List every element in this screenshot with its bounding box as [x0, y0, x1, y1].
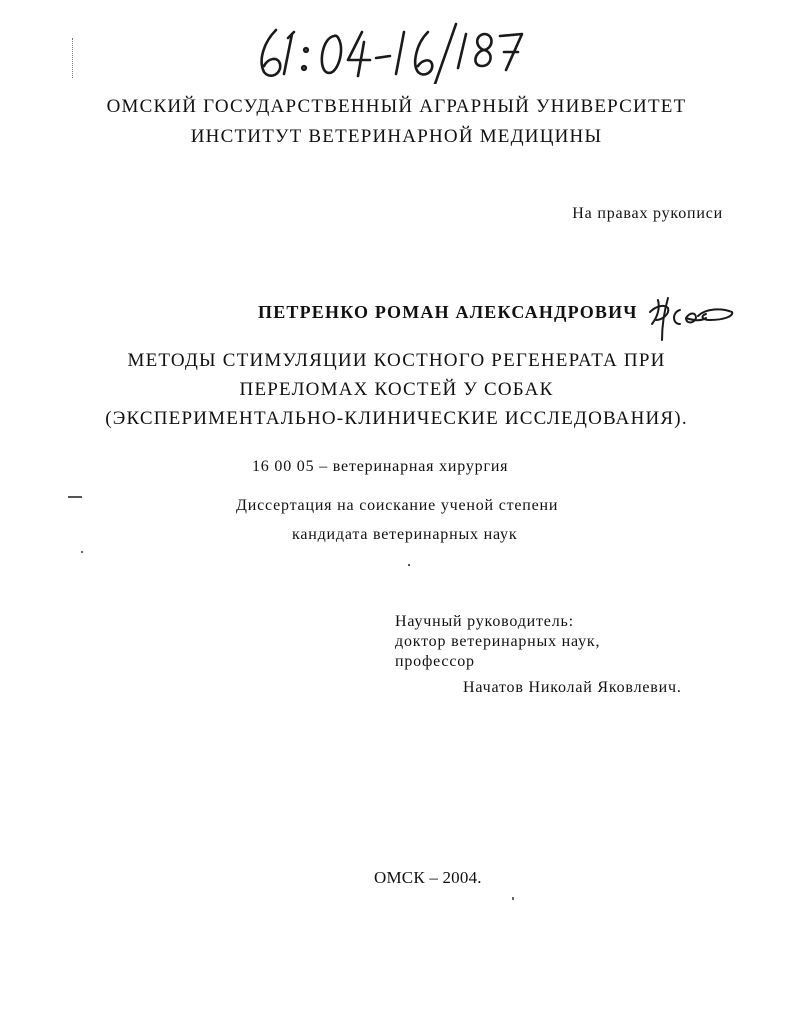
- institute-name: ИНСТИТУТ ВЕТЕРИНАРНОЙ МЕДИЦИНЫ: [190, 126, 603, 147]
- specialty-code: 16 00 05 – ветеринарная хирургия: [252, 458, 509, 475]
- supervisor-name: Начатов Николай Яковлевич.: [463, 679, 682, 696]
- scan-mark: [408, 564, 410, 566]
- degree-line-2: кандидата ветеринарных наук: [292, 526, 518, 543]
- scan-mark: [72, 38, 76, 78]
- city-and-year: ОМСК – 2004.: [374, 868, 482, 887]
- scan-mark: [68, 496, 82, 498]
- supervisor-rank: профессор: [395, 653, 475, 670]
- scan-mark: [512, 897, 514, 900]
- manuscript-rights-note: На правах рукописи: [572, 205, 723, 222]
- university-name: ОМСКИЙ ГОСУДАРСТВЕННЫЙ АГРАРНЫЙ УНИВЕРСИТЕТ: [106, 96, 687, 117]
- author-signature: [646, 290, 736, 342]
- thesis-title-line-3: (ЭКСПЕРИМЕНТАЛЬНО-КЛИНИЧЕСКИЕ ИССЛЕДОВАНИЯ).: [105, 408, 688, 429]
- supervisor-label: Научный руководитель:: [395, 613, 574, 630]
- thesis-title-line-2: ПЕРЕЛОМАХ КОСТЕЙ У СОБАК: [239, 379, 554, 400]
- degree-line-1: Диссертация на соискание ученой степени: [236, 497, 559, 514]
- supervisor-degree: доктор ветеринарных наук,: [395, 633, 601, 650]
- thesis-title-line-1: МЕТОДЫ СТИМУЛЯЦИИ КОСТНОГО РЕГЕНЕРАТА ПРИ: [127, 350, 666, 371]
- scan-mark: [81, 551, 83, 553]
- author-name: ПЕТРЕНКО РОМАН АЛЕКСАНДРОВИЧ: [258, 302, 638, 322]
- handwritten-archive-number: [252, 20, 532, 84]
